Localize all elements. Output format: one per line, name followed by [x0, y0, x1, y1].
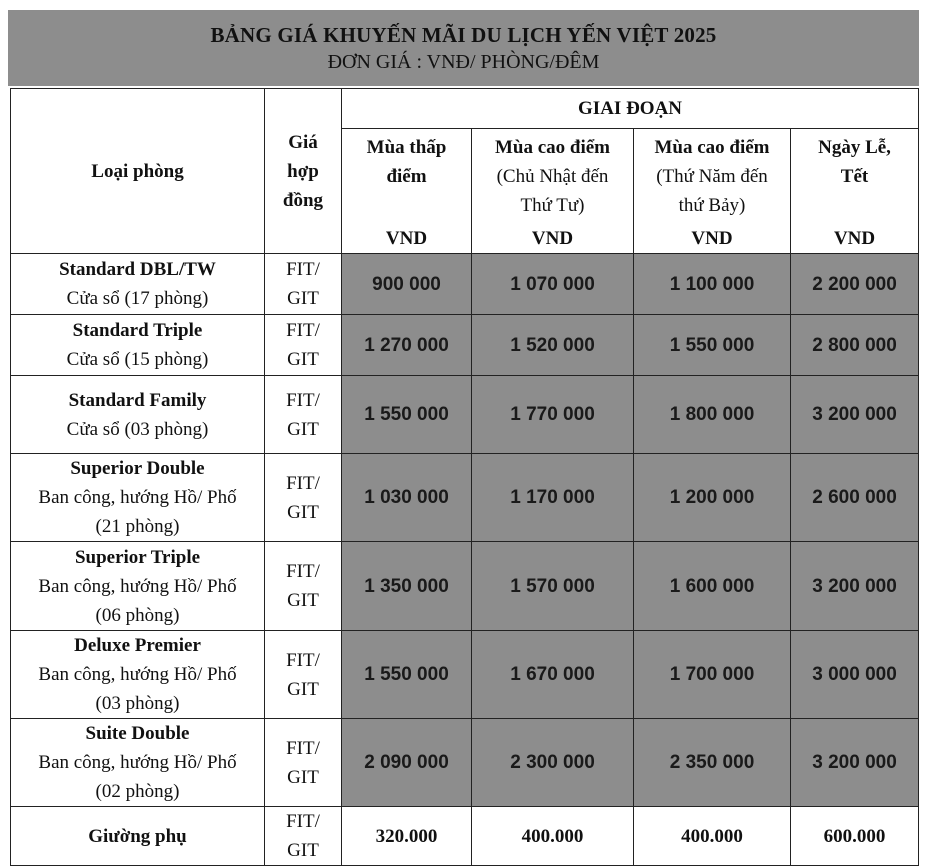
price-cell: 1 670 000: [472, 631, 634, 719]
price-cell: 1 550 000: [634, 315, 791, 376]
extra-bed-price-cell: 400.000: [634, 807, 791, 866]
contract-type-line: GIT: [287, 349, 319, 370]
contract-type-line: GIT: [287, 288, 319, 309]
price-cell: 900 000: [342, 254, 472, 315]
contract-type-line: FIT/: [286, 320, 320, 341]
season-label-line: Mùa cao điểm: [494, 137, 611, 158]
contract-type-line: FIT/: [286, 472, 320, 494]
extra-bed-price-cell: 320.000: [342, 807, 472, 866]
contract-type-cell: [265, 807, 342, 866]
extra-bed-price-cell: 600.000: [791, 807, 919, 866]
room-type-cell: [11, 254, 265, 315]
room-desc: Cửa sổ (03 phòng): [66, 418, 209, 440]
season-label-line: Mùa cao điểm: [654, 137, 770, 158]
contract-type-cell: [265, 376, 342, 454]
price-cell: 1 700 000: [634, 631, 791, 719]
contract-type-line: FIT/: [286, 649, 320, 671]
room-type-cell: [11, 315, 265, 376]
price-cell: 2 600 000: [791, 454, 919, 542]
contract-type-line: GIT: [287, 766, 319, 788]
price-cell: 1 800 000: [634, 376, 791, 454]
season-label-line: Ngày Lễ,: [818, 137, 891, 158]
season-label-line: thứ Bảy): [678, 195, 746, 216]
room-name: Standard Triple: [72, 320, 203, 341]
season-label-line: Thứ Tư): [520, 195, 585, 216]
contract-type-line: GIT: [287, 501, 319, 523]
header-room-type: Loại phòng: [11, 89, 265, 254]
room-desc: Cửa sổ (15 phòng): [66, 349, 209, 370]
table-row: [11, 376, 919, 454]
page-title: BẢNG GIÁ KHUYẾN MÃI DU LỊCH YẾN VIỆT 2025: [210, 23, 717, 47]
price-cell: 1 100 000: [634, 254, 791, 315]
table-row-extra-bed: [11, 807, 919, 866]
contract-type-cell: [265, 254, 342, 315]
page-subtitle: ĐƠN GIÁ : VNĐ/ PHÒNG/ĐÊM: [327, 51, 600, 73]
season-label-line: điểm: [386, 166, 427, 187]
price-cell: 1 550 000: [342, 631, 472, 719]
season-unit: VND: [385, 228, 428, 249]
table-row: [11, 542, 919, 631]
room-type-cell: [11, 454, 265, 542]
price-table: [10, 88, 919, 866]
season-unit: VND: [691, 228, 733, 249]
price-cell: 3 000 000: [791, 631, 919, 719]
contract-type-cell: [265, 631, 342, 719]
header-season-peak-sun-wed: [472, 129, 634, 254]
price-cell: 1 170 000: [472, 454, 634, 542]
header-contract-price-line: Giá: [288, 131, 318, 153]
room-name: Superior Triple: [74, 546, 201, 568]
contract-type-line: FIT/: [286, 259, 320, 280]
season-label-line: Tết: [840, 166, 869, 187]
room-name: Superior Double: [70, 458, 205, 479]
room-desc: Ban công, hướng Hồ/ Phố: [38, 664, 237, 685]
price-cell: 2 350 000: [634, 719, 791, 807]
season-label-line: (Chủ Nhật đến: [496, 166, 609, 187]
room-name: Giường phụ: [11, 807, 265, 866]
price-cell: 1 600 000: [634, 542, 791, 631]
season-label-line: Mùa thấp: [366, 137, 447, 158]
room-desc: Cửa sổ (17 phòng): [66, 288, 209, 309]
table-row: [11, 315, 919, 376]
room-desc: Ban công, hướng Hồ/ Phố: [38, 752, 237, 773]
contract-type-line: GIT: [287, 590, 319, 611]
price-cell: 1 030 000: [342, 454, 472, 542]
price-cell: 2 800 000: [791, 315, 919, 376]
price-cell: 2 090 000: [342, 719, 472, 807]
price-cell: 1 550 000: [342, 376, 472, 454]
table-row: [11, 631, 919, 719]
contract-type-line: FIT/: [286, 389, 320, 411]
contract-type-line: FIT/: [286, 737, 320, 759]
room-type-cell: [11, 376, 265, 454]
room-name: Deluxe Premier: [74, 635, 201, 656]
contract-type-cell: [265, 719, 342, 807]
price-cell: 1 270 000: [342, 315, 472, 376]
extra-bed-price-cell: 400.000: [472, 807, 634, 866]
room-name: Standard DBL/TW: [59, 259, 216, 280]
price-cell: 1 770 000: [472, 376, 634, 454]
table-row: [11, 254, 919, 315]
room-name: Suite Double: [85, 723, 190, 744]
price-cell: 1 350 000: [342, 542, 472, 631]
contract-type-cell: [265, 315, 342, 376]
price-cell: 2 300 000: [472, 719, 634, 807]
header-phase: GIAI ĐOẠN: [342, 89, 919, 129]
room-type-cell: [11, 542, 265, 631]
room-desc: (02 phòng): [95, 781, 180, 802]
room-desc: (03 phòng): [95, 693, 180, 714]
contract-type-line: FIT/: [286, 561, 320, 582]
header-contract-price-line: đồng: [282, 189, 324, 211]
header-season-peak-thu-sat: [634, 129, 791, 254]
price-cell: 3 200 000: [791, 542, 919, 631]
contract-type-line: GIT: [287, 678, 319, 700]
room-desc: Ban công, hướng Hồ/ Phố: [38, 575, 237, 597]
room-desc: (06 phòng): [95, 604, 180, 626]
price-cell: 2 200 000: [791, 254, 919, 315]
season-unit: VND: [531, 228, 574, 249]
table-row: [11, 719, 919, 807]
contract-type-cell: [265, 542, 342, 631]
header-contract-price: [265, 89, 342, 254]
table-title-banner: [8, 10, 919, 86]
header-season-low: [342, 129, 472, 254]
header-season-holiday: [791, 129, 919, 254]
price-cell: 1 570 000: [472, 542, 634, 631]
room-type-cell: [11, 631, 265, 719]
price-cell: 1 070 000: [472, 254, 634, 315]
room-name: Standard Family: [68, 389, 207, 411]
header-contract-price-line: hợp: [287, 160, 319, 182]
price-cell: 3 200 000: [791, 376, 919, 454]
table-row: [11, 454, 919, 542]
contract-type-line: GIT: [287, 418, 319, 440]
contract-type-line: FIT/: [286, 811, 320, 832]
price-cell: 1 520 000: [472, 315, 634, 376]
room-desc: Ban công, hướng Hồ/ Phố: [38, 487, 237, 508]
room-type-cell: [11, 719, 265, 807]
season-label-line: (Thứ Năm đến: [656, 166, 768, 187]
price-cell: 3 200 000: [791, 719, 919, 807]
season-unit: VND: [833, 228, 876, 249]
room-desc: (21 phòng): [95, 516, 180, 537]
contract-type-line: GIT: [287, 840, 319, 861]
price-cell: 1 200 000: [634, 454, 791, 542]
contract-type-cell: [265, 454, 342, 542]
